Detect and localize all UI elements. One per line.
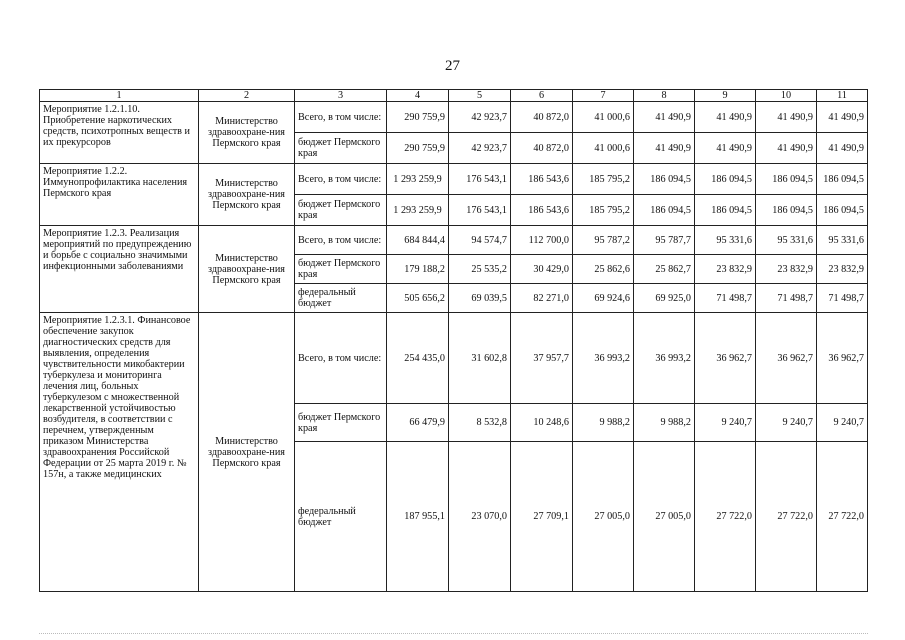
funding-source-cell: федеральный бюджет — [295, 284, 387, 313]
executor-cell: Министерство здравоохране-ния Пермского края — [199, 226, 295, 313]
value-cell: 186 094,5 — [817, 164, 868, 195]
value-cell: 1 293 259,9 — [387, 164, 449, 195]
value-cell: 94 574,7 — [449, 226, 511, 255]
value-cell: 27 722,0 — [695, 442, 756, 592]
value-cell: 185 795,2 — [573, 195, 634, 226]
column-header: 9 — [695, 90, 756, 102]
value-cell: 71 498,7 — [695, 284, 756, 313]
value-cell: 290 759,9 — [387, 102, 449, 133]
value-cell: 41 490,9 — [634, 102, 695, 133]
value-cell: 37 957,7 — [511, 313, 573, 404]
value-cell: 41 490,9 — [756, 102, 817, 133]
value-cell: 95 331,6 — [817, 226, 868, 255]
value-cell: 186 094,5 — [695, 195, 756, 226]
value-cell: 176 543,1 — [449, 195, 511, 226]
activity-cell: Мероприятие 1.2.3.1. Финансовое обеспечение закупок диагностических средств для выявления, определения чувствительности микобактерии туберкулеза и мониторинга лечения лиц, больных туберкулезом с множественной лекарственной устойчивостью возбудителя, в соответствии с перечнем, утвержденным приказом Министерства здравоохранения Российской Федерации от 25 марта 2019 г. № 157н, а также медицинских — [40, 313, 199, 592]
value-cell: 186 094,5 — [695, 164, 756, 195]
header-row — [40, 90, 868, 102]
activity-cell: Мероприятие 1.2.1.10. Приобретение наркотических средств, психотропных веществ и их прекурсоров — [40, 102, 199, 164]
value-cell: 27 722,0 — [817, 442, 868, 592]
table-row — [40, 313, 868, 404]
column-header: 6 — [511, 90, 573, 102]
value-cell: 69 039,5 — [449, 284, 511, 313]
value-cell: 36 993,2 — [634, 313, 695, 404]
value-cell: 27 005,0 — [573, 442, 634, 592]
value-cell: 42 923,7 — [449, 133, 511, 164]
column-header: 5 — [449, 90, 511, 102]
value-cell: 9 988,2 — [573, 404, 634, 442]
column-header: 3 — [295, 90, 387, 102]
value-cell: 30 429,0 — [511, 255, 573, 284]
bottom-divider — [39, 633, 868, 634]
value-cell: 185 795,2 — [573, 164, 634, 195]
value-cell: 290 759,9 — [387, 133, 449, 164]
value-cell: 23 832,9 — [756, 255, 817, 284]
value-cell: 42 923,7 — [449, 102, 511, 133]
value-cell: 82 271,0 — [511, 284, 573, 313]
value-cell: 176 543,1 — [449, 164, 511, 195]
value-cell: 40 872,0 — [511, 102, 573, 133]
value-cell: 8 532,8 — [449, 404, 511, 442]
funding-source-cell: Всего, в том числе: — [295, 226, 387, 255]
value-cell: 27 709,1 — [511, 442, 573, 592]
table-row — [40, 164, 868, 195]
value-cell: 27 722,0 — [756, 442, 817, 592]
value-cell: 9 240,7 — [756, 404, 817, 442]
value-cell: 36 962,7 — [756, 313, 817, 404]
value-cell: 10 248,6 — [511, 404, 573, 442]
value-cell: 66 479,9 — [387, 404, 449, 442]
value-cell: 684 844,4 — [387, 226, 449, 255]
value-cell: 23 832,9 — [817, 255, 868, 284]
value-cell: 41 490,9 — [634, 133, 695, 164]
value-cell: 23 832,9 — [695, 255, 756, 284]
value-cell: 186 094,5 — [817, 195, 868, 226]
value-cell: 36 962,7 — [817, 313, 868, 404]
funding-source-cell: бюджет Пермского края — [295, 133, 387, 164]
value-cell: 25 862,6 — [573, 255, 634, 284]
value-cell: 31 602,8 — [449, 313, 511, 404]
column-header: 4 — [387, 90, 449, 102]
funding-source-cell: Всего, в том числе: — [295, 164, 387, 195]
value-cell: 71 498,7 — [817, 284, 868, 313]
value-cell: 95 331,6 — [695, 226, 756, 255]
value-cell: 9 988,2 — [634, 404, 695, 442]
value-cell: 186 094,5 — [756, 195, 817, 226]
value-cell: 41 490,9 — [817, 102, 868, 133]
funding-source-cell: бюджет Пермского края — [295, 404, 387, 442]
column-header: 8 — [634, 90, 695, 102]
value-cell: 186 543,6 — [511, 164, 573, 195]
executor-cell: Министерство здравоохране-ния Пермского края — [199, 313, 295, 592]
value-cell: 505 656,2 — [387, 284, 449, 313]
column-header: 7 — [573, 90, 634, 102]
value-cell: 186 543,6 — [511, 195, 573, 226]
value-cell: 95 787,2 — [573, 226, 634, 255]
value-cell: 36 993,2 — [573, 313, 634, 404]
value-cell: 1 293 259,9 — [387, 195, 449, 226]
budget-table — [39, 89, 868, 592]
value-cell: 95 331,6 — [756, 226, 817, 255]
funding-source-cell: федеральный бюджет — [295, 442, 387, 592]
funding-source-cell: бюджет Пермского края — [295, 195, 387, 226]
page-number: 27 — [445, 58, 460, 74]
value-cell: 27 005,0 — [634, 442, 695, 592]
table-row — [40, 102, 868, 133]
value-cell: 40 872,0 — [511, 133, 573, 164]
value-cell: 186 094,5 — [756, 164, 817, 195]
value-cell: 41 000,6 — [573, 102, 634, 133]
value-cell: 112 700,0 — [511, 226, 573, 255]
executor-cell: Министерство здравоохране-ния Пермского края — [199, 164, 295, 226]
activity-cell: Мероприятие 1.2.3. Реализация мероприятий по предупреждению и борьбе с социально значимыми инфекционными заболеваниями — [40, 226, 199, 313]
funding-source-cell: Всего, в том числе: — [295, 313, 387, 404]
funding-source-cell: бюджет Пермского края — [295, 255, 387, 284]
executor-cell: Министерство здравоохране-ния Пермского края — [199, 102, 295, 164]
column-header: 2 — [199, 90, 295, 102]
value-cell: 69 925,0 — [634, 284, 695, 313]
value-cell: 41 490,9 — [817, 133, 868, 164]
value-cell: 9 240,7 — [817, 404, 868, 442]
value-cell: 69 924,6 — [573, 284, 634, 313]
value-cell: 186 094,5 — [634, 164, 695, 195]
column-header: 10 — [756, 90, 817, 102]
value-cell: 36 962,7 — [695, 313, 756, 404]
value-cell: 186 094,5 — [634, 195, 695, 226]
value-cell: 9 240,7 — [695, 404, 756, 442]
value-cell: 179 188,2 — [387, 255, 449, 284]
value-cell: 254 435,0 — [387, 313, 449, 404]
value-cell: 71 498,7 — [756, 284, 817, 313]
value-cell: 25 862,7 — [634, 255, 695, 284]
funding-source-cell: Всего, в том числе: — [295, 102, 387, 133]
value-cell: 23 070,0 — [449, 442, 511, 592]
value-cell: 41 000,6 — [573, 133, 634, 164]
activity-cell: Мероприятие 1.2.2. Иммунопрофилактика населения Пермского края — [40, 164, 199, 226]
table-row — [40, 226, 868, 255]
value-cell: 25 535,2 — [449, 255, 511, 284]
column-header: 11 — [817, 90, 868, 102]
value-cell: 95 787,7 — [634, 226, 695, 255]
value-cell: 41 490,9 — [695, 133, 756, 164]
value-cell: 41 490,9 — [756, 133, 817, 164]
value-cell: 187 955,1 — [387, 442, 449, 592]
value-cell: 41 490,9 — [695, 102, 756, 133]
column-header: 1 — [40, 90, 199, 102]
